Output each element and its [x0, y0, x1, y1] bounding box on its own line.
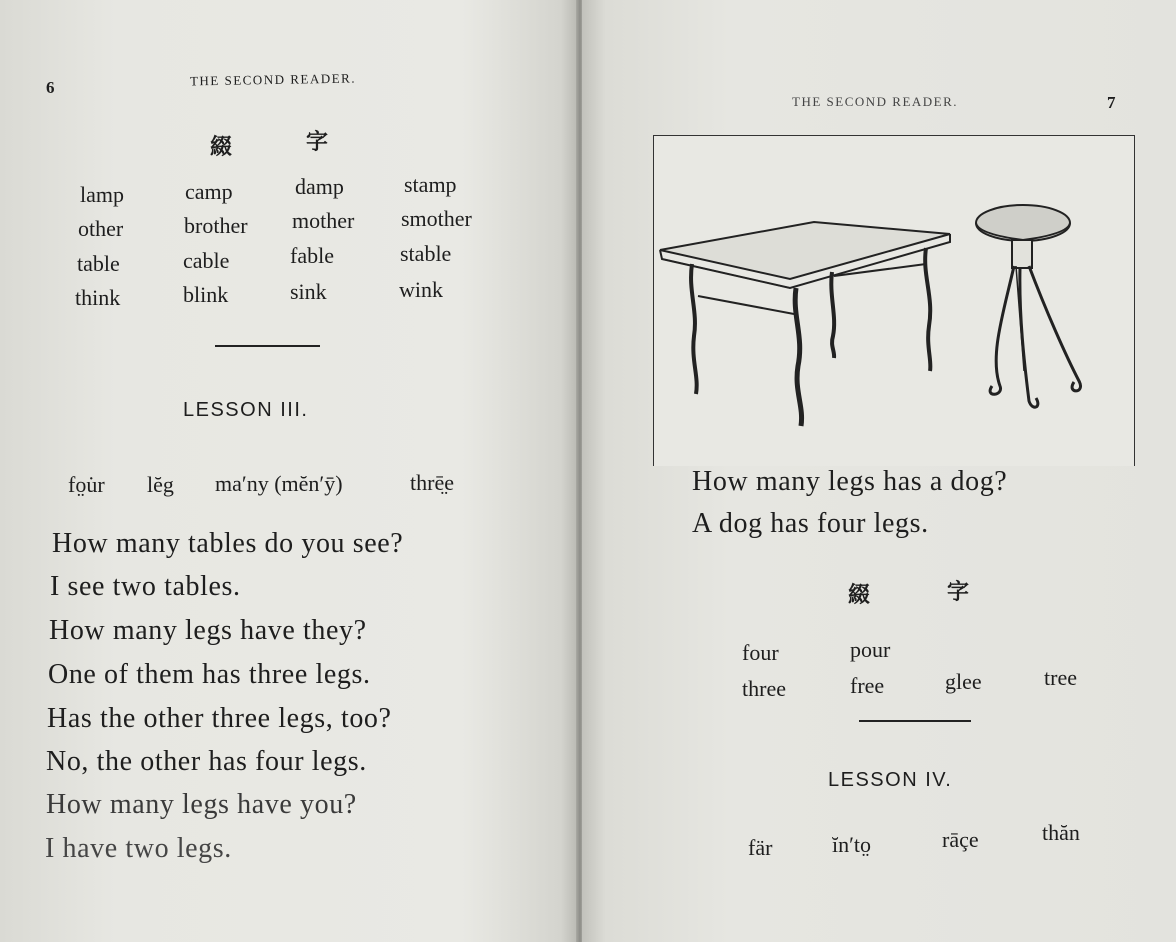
page-number: 7	[1107, 93, 1116, 112]
pronunciation-word: fär	[748, 835, 773, 860]
table-and-stool-illustration	[653, 135, 1135, 466]
stool-illustration	[976, 205, 1081, 407]
vocab-word: four	[742, 640, 779, 665]
vocab-word: sink	[290, 279, 327, 304]
vocab-word: cable	[183, 248, 230, 273]
vocab-word: brother	[184, 213, 248, 238]
reading-line: How many legs have they?	[49, 615, 367, 646]
vocab-heading-char: 綴	[848, 583, 871, 608]
running-head: THE SECOND READER.	[792, 94, 959, 109]
right-page	[582, 0, 1176, 942]
lesson-title: LESSON IV.	[828, 769, 953, 791]
reading-line: A dog has four legs.	[692, 508, 929, 539]
reading-line: I see two tables.	[50, 571, 241, 602]
vocab-word: blink	[183, 282, 229, 307]
vocab-word: mother	[292, 208, 355, 233]
vocab-word: glee	[945, 669, 982, 694]
vocab-word: wink	[399, 277, 443, 302]
vocab-word: fable	[290, 243, 334, 268]
left-page	[0, 0, 578, 942]
vocab-word: camp	[185, 179, 233, 204]
vocab-word: stamp	[404, 172, 457, 197]
running-head: THE SECOND READER.	[189, 70, 357, 89]
section-divider	[215, 345, 320, 347]
reading-line: How many legs have you?	[46, 789, 357, 820]
vocab-word: free	[850, 673, 885, 698]
vocab-heading-char: 綴	[210, 135, 233, 160]
vocab-heading-char: 字	[947, 580, 970, 605]
illustration-drawing	[654, 136, 1134, 466]
vocab-word: other	[78, 216, 124, 241]
vocab-word: tree	[1044, 665, 1077, 690]
vocab-word: lamp	[80, 182, 124, 207]
reading-line: No, the other has four legs.	[46, 746, 367, 777]
vocab-word: three	[742, 676, 786, 701]
pronunciation-word: ma′ny (mĕn′ȳ)	[215, 471, 343, 496]
table-illustration	[660, 222, 950, 426]
pronunciation-word: fo̤u̇r	[68, 472, 105, 497]
vocab-word: pour	[850, 637, 891, 662]
pronunciation-word: thrē̤e	[410, 470, 454, 495]
pronunciation-word: rāçe	[942, 827, 979, 852]
reading-line: One of them has three legs.	[48, 659, 371, 690]
vocab-word: table	[77, 251, 120, 276]
vocab-word: stable	[400, 241, 452, 266]
section-divider	[859, 720, 971, 722]
reading-line: Has the other three legs, too?	[47, 703, 392, 734]
pronunciation-word: ĭn′to̤	[832, 832, 872, 857]
vocab-heading-char: 字	[306, 130, 329, 155]
pronunciation-word: thăn	[1042, 820, 1080, 845]
vocab-word: damp	[295, 174, 344, 199]
reading-line: How many tables do you see?	[52, 528, 404, 559]
vocab-word: think	[75, 285, 121, 310]
pronunciation-word: lĕg	[147, 472, 174, 497]
page-number: 6	[46, 78, 55, 97]
lesson-title: LESSON III.	[183, 399, 309, 421]
vocab-word: smother	[401, 206, 472, 231]
reading-line: I have two legs.	[45, 833, 232, 864]
reading-line: How many legs has a dog?	[692, 466, 1008, 497]
